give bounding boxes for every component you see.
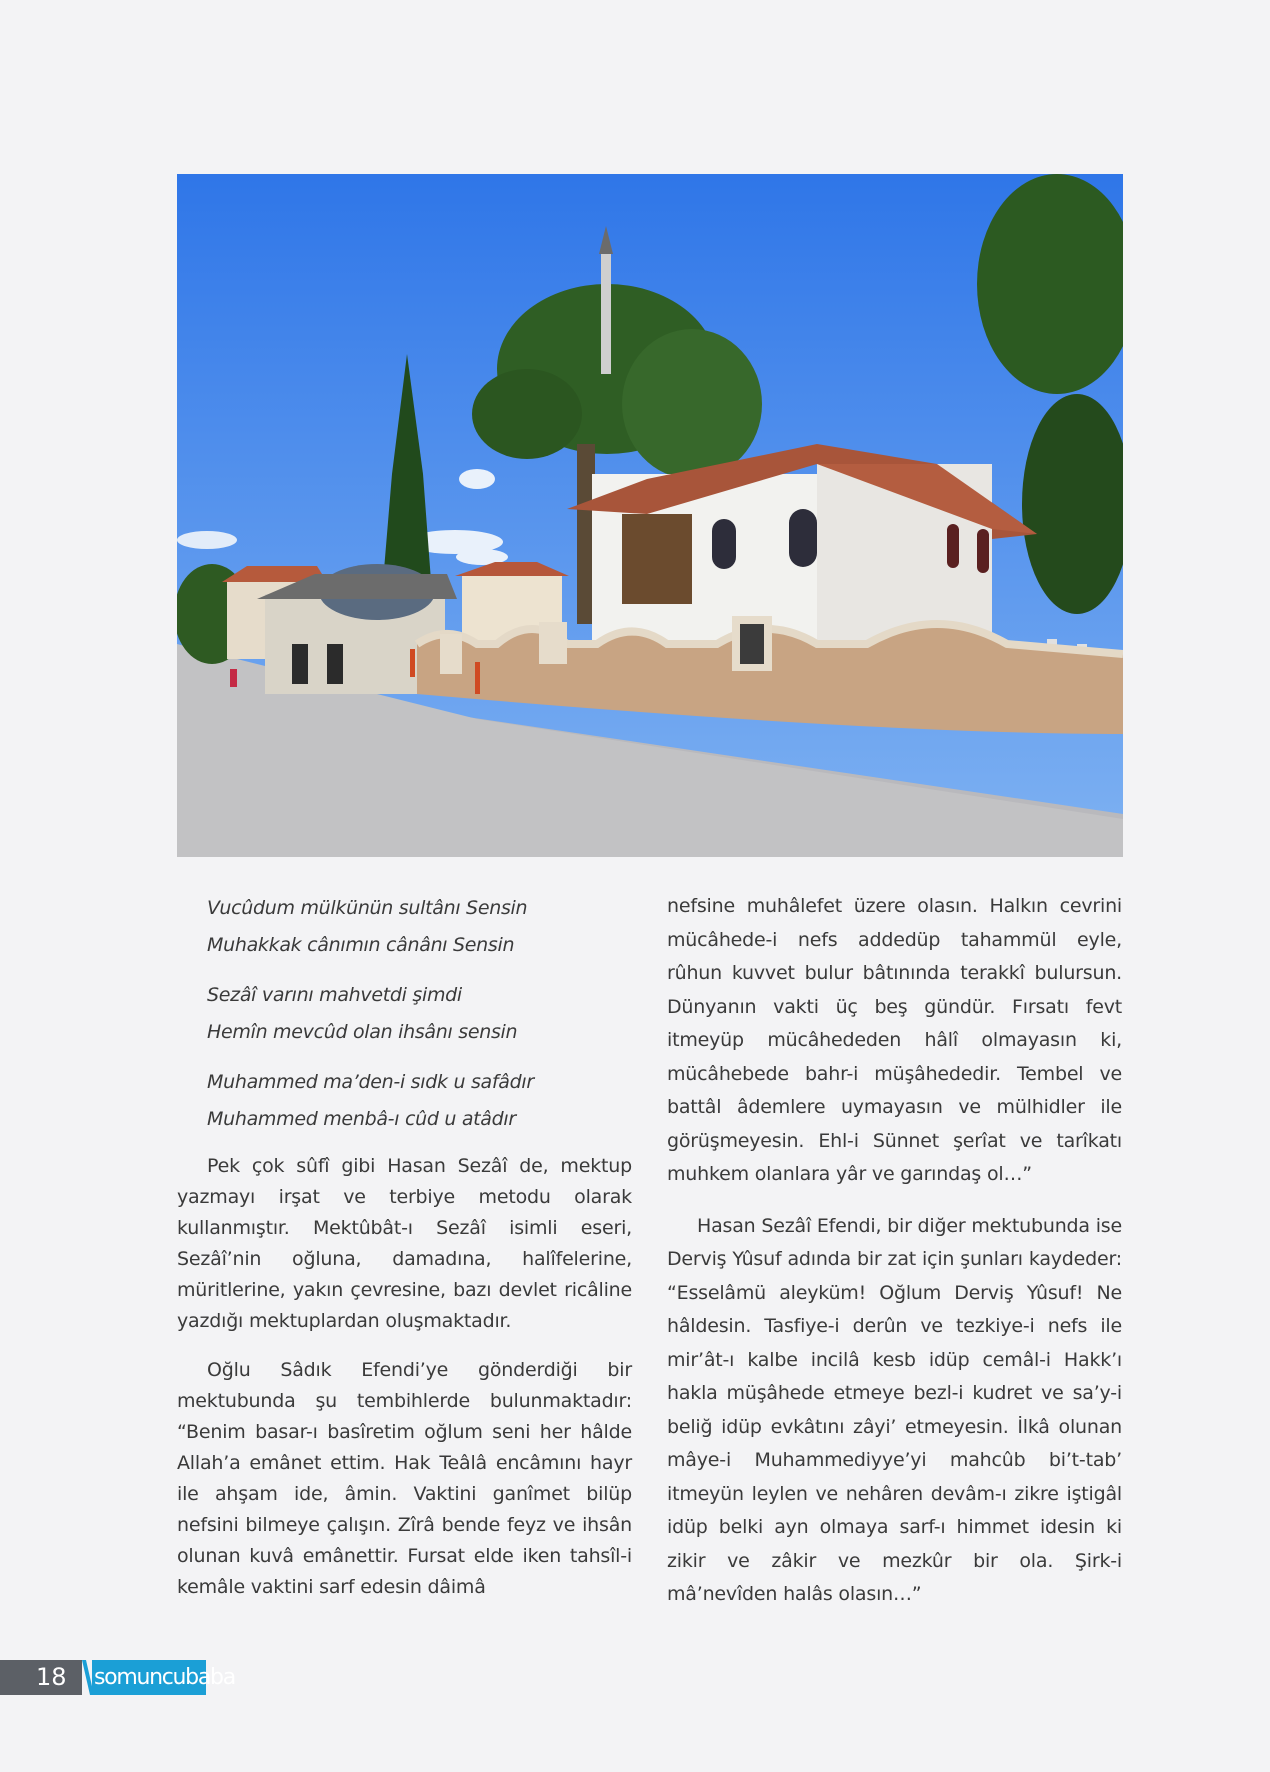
verse-line: Muhakkak cânımın cânânı Sensin [207, 934, 515, 956]
verse-couplet [177, 890, 632, 964]
body-paragraph: Hasan Sezâî Efendi, bir diğer mektubunda ise Derviş Yûsuf adında bir zat için şunları kaydeder: “Esselâmü aleyküm! Oğlum Derviş Yûsuf! Ne hâldesin. Tasfiye-i derûn ve tezkiye-i nefs ile mir’ât-ı kalbe incilâ kesb idüp cemâl-i Hakk’ı hakla müşâhede etmeye bezl-i kudret ve sa’y-i beliğ idüp evkâtını zâyi’ etmeyesin. İlkâ olunan mâye-i Muhammediyye’yi mahcûb bi’t-tab’ itmeyün leylen ve nehâren devâm-ı zikre iştigâl idüp belki ayn olmaya sarf-ı himmet idesin ki zikir ve zâkir ve mezkûr bir ola. Şirk-i mâ’nevîden halâs olasın…” [667, 1214, 1122, 1605]
right-column [667, 890, 1122, 1630]
verse-line: Sezâî varını mahvetdi şimdi [207, 984, 462, 1006]
verse-couplet [177, 977, 632, 1051]
verse-couplet [177, 1064, 632, 1138]
page-number: 18 [0, 1660, 82, 1695]
left-column [177, 890, 632, 1621]
verse-line: Hemîn mevcûd olan ihsânı sensin [207, 1021, 518, 1043]
verse-line: Muhammed menbâ-ı cûd u atâdır [207, 1108, 516, 1130]
body-paragraph: Pek çok sûfî gibi Hasan Sezâî de, mektup yazmayı irşat ve terbiye metodu olarak kullanmıştır. Mektûbât-ı Sezâî isimli eseri, Sezâî’nin oğluna, damadına, halîfelerine, müritlerine, yakın çevresine, bazı devlet ricâline yazdığı mektuplardan oluşmaktadır. [177, 1155, 632, 1332]
body-paragraph: nefsine muhâlefet üzere olasın. Halkın cevrini mücâhede-i nefs addedüp tahammül eyle, rûhun kuvvet bulur bâtınında terakkî bulursun. Dünyanın vakti üç beş gündür. Fırsatı fevt itmeyüp mücâhededen hâlî olmayasın ki, mücâhebede bahr-i müşâhededir. Tembel ve battâl âdemlere uymayasın ve mülhidler ile görüşmeyesin. Ehl-i Sünnet şerîat ve tarîkatı muhkem olanlara yâr ve garındaş ol…” [667, 895, 1122, 1185]
magazine-logo: somuncubaba [92, 1660, 206, 1695]
mosque-photo [177, 174, 1123, 857]
verse-line: Vucûdum mülkünün sultânı Sensin [207, 897, 528, 919]
verse-line: Muhammed ma’den-i sıdk u safâdır [207, 1071, 534, 1093]
page-footer [0, 1660, 235, 1695]
body-paragraph: Oğlu Sâdık Efendi’ye gönderdiği bir mektubunda şu tembihlerde bulunmaktadır: “Benim basar-ı basîretim oğlum seni her hâlde Allah’a emânet ettim. Hak Teâlâ encâmını hayr ile ahşam ide, âmin. Vaktini ganîmet bilüp nefsini bilmeye çalışın. Zîrâ bende feyz ve ihsân olunan kuvâ emânettir. Fursat elde iken tahsîl-i kemâle vaktini sarf edesin dâimâ [177, 1359, 632, 1598]
